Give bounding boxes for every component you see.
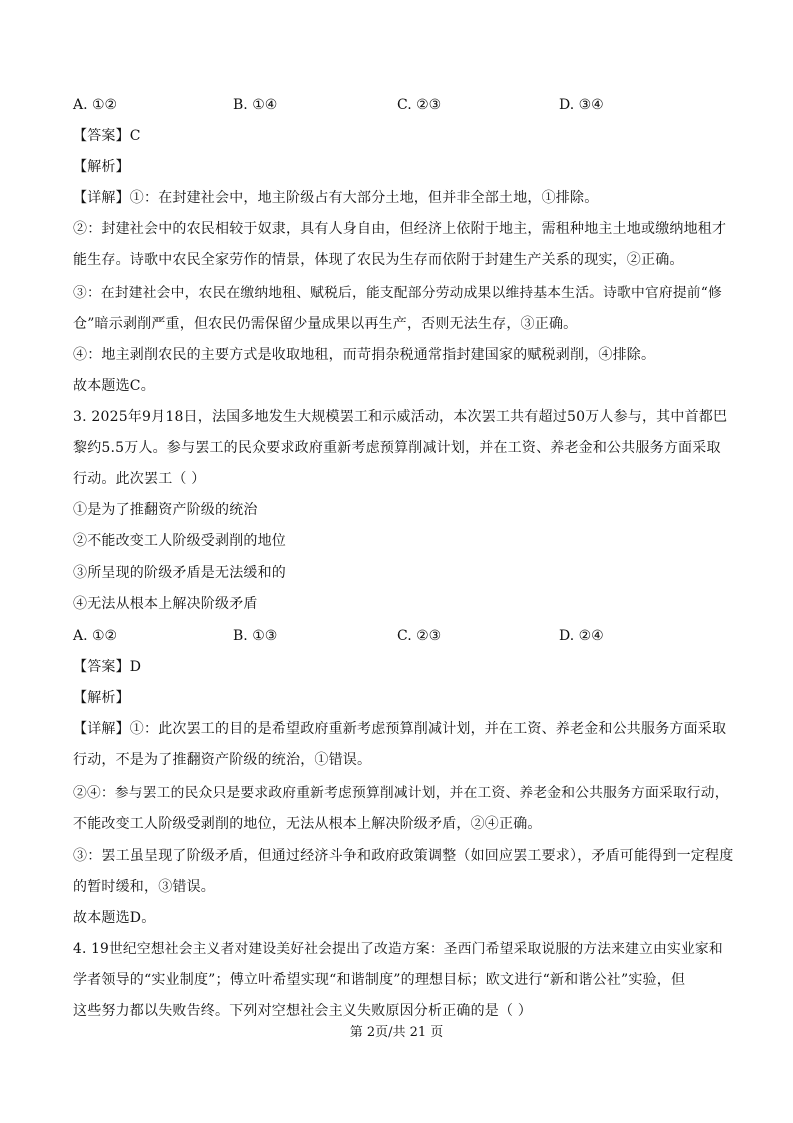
q4-stem-line: 4. 19世纪空想社会主义者对建设美好社会提出了改造方案：圣西门希望采取说服的方法来建立由实业家和 [73,941,723,957]
q2-option-a: A. ①② [73,97,118,113]
q4-stem-line: 这些努力都以失败告终。下列对空想社会主义失败原因分析正确的是（ ） [73,1003,533,1019]
q3-analysis-line: 的暂时缓和，③错误。 [73,879,215,895]
q3-item: ②不能改变工人阶级受剥削的地位 [73,533,286,549]
q2-option-d: D. ③④ [559,97,604,113]
q3-option-b: B. ①③ [233,628,278,644]
q3-analysis-line: ③：罢工虽呈现了阶级矛盾，但通过经济斗争和政府政策调整（如回应罢工要求），矛盾可能得到一定程度 [73,848,734,864]
q2-analysis-line: ③：在封建社会中，农民在缴纳地租、赋税后，能支配部分劳动成果以维持基本生活。诗歌中官府提前“修 [73,285,722,301]
q3-item: ①是为了推翻资产阶级的统治 [73,502,258,518]
q2-answer: 【答案】C [73,128,141,144]
page-footer: 第 2页/共 21 页 [349,1025,444,1040]
q3-option-d: D. ②④ [559,628,604,644]
q3-item: ③所呈现的阶级矛盾是无法缓和的 [73,565,286,581]
q3-conclusion: 故本题选D。 [73,910,156,926]
q4-stem-line: 学者领导的“实业制度”；傅立叶希望实现“和谐制度”的理想目标；欧文进行“新和谐公社”实验，但 [73,972,686,988]
q3-stem-line: 黎约5.5万人。参与罢工的民众要求政府重新考虑预算削减计划，并在工资、养老金和公共服务方面采取 [73,440,721,456]
q2-analysis-label: 【解析】 [73,159,130,175]
q2-option-c: C. ②③ [397,97,442,113]
q3-analysis-line: 不能改变工人阶级受剥削的地位，无法从根本上解决阶级矛盾，②④正确。 [73,816,542,832]
q2-analysis-line: ②：封建社会中的农民相较于奴隶，具有人身自由，但经济上依附于地主，需租种地主土地或缴纳地租才 [73,221,727,237]
q3-option-a: A. ①② [73,628,118,644]
q3-stem-line: 3. 2025年9月18日，法国多地发生大规模罢工和示威活动，本次罢工共有超过50万人参与，其中首都巴 [73,409,728,425]
q3-stem-line: 行动。此次罢工（ ） [73,471,206,487]
q3-analysis-label: 【解析】 [73,690,130,706]
q3-item: ④无法从根本上解决阶级矛盾 [73,596,258,612]
q3-analysis-line: 【详解】①：此次罢工的目的是希望政府重新考虑预算削减计划，并在工资、养老金和公共服务方面采取 [73,721,727,737]
q3-options [73,626,733,646]
q3-answer: 【答案】D [73,659,142,675]
q2-analysis-line: 能生存。诗歌中农民全家劳作的情景，体现了农民为生存而依附于封建生产关系的现实，②正确。 [73,252,684,268]
q2-analysis-line: 【详解】①：在封建社会中，地主阶级占有大部分土地，但并非全部土地，①排除。 [73,190,599,206]
q2-analysis-line: 仓”暗示剥削严重，但农民仍需保留少量成果以再生产，否则无法生存，③正确。 [73,316,578,332]
q2-conclusion: 故本题选C。 [73,378,155,394]
q2-options [73,95,733,115]
q3-option-c: C. ②③ [397,628,442,644]
q3-analysis-line: 行动，不是为了推翻资产阶级的统治，①错误。 [73,752,372,768]
q2-analysis-line: ④：地主剥削农民的主要方式是收取地租，而苛捐杂税通常指封建国家的赋税剥削，④排除。 [73,347,656,363]
q2-option-b: B. ①④ [233,97,278,113]
q3-analysis-line: ②④：参与罢工的民众只是要求政府重新考虑预算削减计划，并在工资、养老金和公共服务方面采取行动， [73,785,729,801]
